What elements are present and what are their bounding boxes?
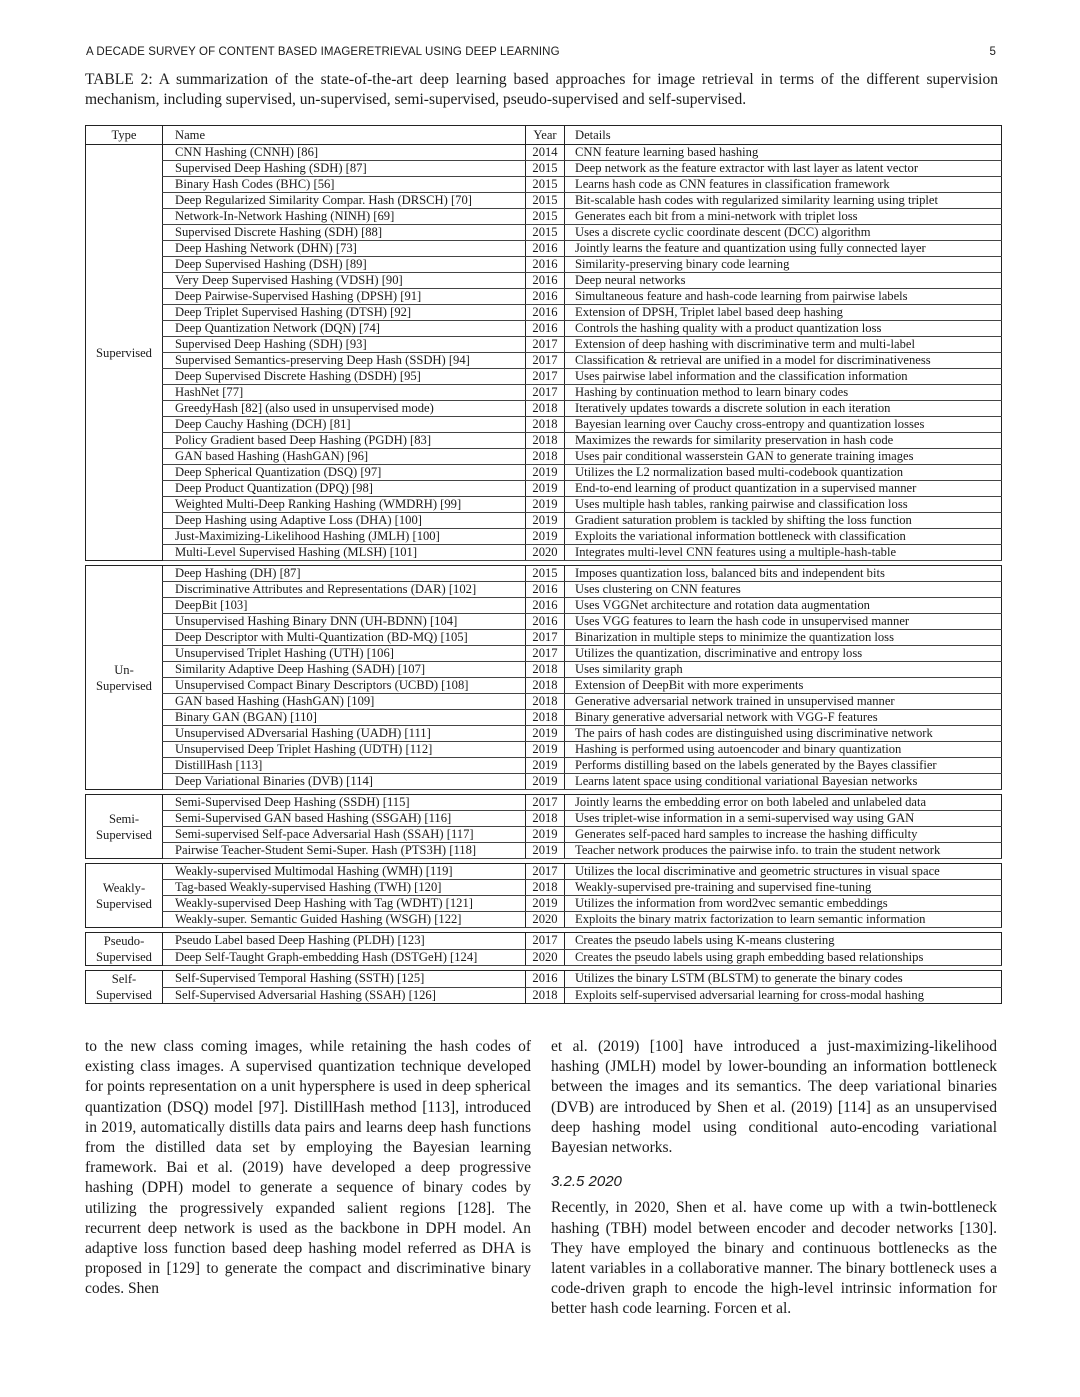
row-details: Exploits self-supervised adversarial learning for cross-modal hashing [565,987,1002,1004]
row-year: 2018 [526,433,565,449]
row-details: Binarization in multiple steps to minimize the quantization loss [565,630,1002,646]
row-details: Bayesian learning over Cauchy cross-entropy and quantization losses [565,417,1002,433]
row-year: 2015 [526,566,565,582]
table-row [86,193,1002,209]
row-name: GAN based Hashing (HashGAN) [96] [163,449,526,465]
group-type-line: Self- [111,972,137,986]
row-year: 2017 [526,630,565,646]
row-name: Deep Hashing using Adaptive Loss (DHA) [100] [163,513,526,529]
row-details: Uses VGGNet architecture and rotation data augmentation [565,598,1002,614]
row-details: Performs distilling based on the labels generated by the Bayes classifier [565,758,1002,774]
table-row [86,385,1002,401]
row-name: Semi-Supervised Deep Hashing (SSDH) [115] [163,795,526,811]
group-type-line: Semi- [108,811,140,826]
table-row [86,896,1002,912]
row-details: Utilizes the local discriminative and geometric structures in visual space [565,864,1002,880]
row-year: 2018 [526,678,565,694]
row-name: Very Deep Supervised Hashing (VDSH) [90] [163,273,526,289]
row-name: Deep Regularized Similarity Compar. Hash (DRSCH) [70] [163,193,526,209]
approaches-table [85,125,1002,1004]
row-details: Uses pairwise label information and the classification information [565,369,1002,385]
row-year: 2017 [526,864,565,880]
table-row [86,369,1002,385]
table-row [86,401,1002,417]
row-details: Hashing is performed using autoencoder and binary quantization [565,742,1002,758]
row-name: Just-Maximizing-Likelihood Hashing (JMLH) [100] [163,529,526,545]
table-row [86,353,1002,369]
row-name: Unsupervised Triplet Hashing (UTH) [106] [163,646,526,662]
row-name: Deep Supervised Hashing (DSH) [89] [163,257,526,273]
row-name: Binary Hash Codes (BHC) [56] [163,177,526,193]
row-year: 2016 [526,971,565,988]
row-year: 2020 [526,912,565,928]
row-name: Deep Variational Binaries (DVB) [114] [163,774,526,790]
table-row [86,545,1002,561]
row-details: Hashing by continuation method to learn binary codes [565,385,1002,401]
row-year: 2019 [526,726,565,742]
table-row [86,678,1002,694]
group-type-label [86,933,163,966]
row-year: 2019 [526,843,565,859]
row-name: Deep Quantization Network (DQN) [74] [163,321,526,337]
row-details: Uses pair conditional wasserstein GAN to generate training images [565,449,1002,465]
row-year: 2016 [526,582,565,598]
row-name: DeepBit [103] [163,598,526,614]
row-year: 2018 [526,417,565,433]
group-type-label [86,795,163,859]
group-semi-supervised [86,790,1002,859]
row-details: Jointly learns the embedding error on both labeled and unlabeled data [565,795,1002,811]
group-type-line: Un- [114,662,134,677]
row-details: CNN feature learning based hashing [565,145,1002,161]
group-self-supervised [86,966,1002,1004]
row-name: GAN based Hashing (HashGAN) [109] [163,694,526,710]
table-row [86,710,1002,726]
row-details: End-to-end learning of product quantization in a supervised manner [565,481,1002,497]
table-row [86,864,1002,880]
row-details: Uses triplet-wise information in a semi-supervised way using GAN [565,811,1002,827]
table-row [86,209,1002,225]
row-details: Integrates multi-level CNN features using a multiple-hash-table [565,545,1002,561]
group-weakly-supervised [86,859,1002,928]
table-row [86,177,1002,193]
table-row [86,465,1002,481]
row-name: Supervised Deep Hashing (SDH) [87] [163,161,526,177]
row-year: 2016 [526,321,565,337]
row-year: 2018 [526,880,565,896]
group-pseudo-supervised [86,928,1002,966]
row-year: 2016 [526,241,565,257]
row-name: Semi-supervised Self-pace Adversarial Hash (SSAH) [117] [163,827,526,843]
table-row [86,598,1002,614]
table-row [86,827,1002,843]
row-name: Deep Cauchy Hashing (DCH) [81] [163,417,526,433]
group-type-label [86,864,163,928]
row-year: 2014 [526,145,565,161]
section-heading: 3.2.5 2020 [551,1173,622,1191]
table-row [86,880,1002,896]
row-details: Deep network as the feature extractor with last layer as latent vector [565,161,1002,177]
row-details: Imposes quantization loss, balanced bits and independent bits [565,566,1002,582]
row-name: Unsupervised ADversarial Hashing (UADH) [111] [163,726,526,742]
row-name: Policy Gradient based Deep Hashing (PGDH) [83] [163,433,526,449]
group-supervised [86,145,1002,561]
row-year: 2015 [526,161,565,177]
table-caption: TABLE 2: A summarization of the state-of-the-art deep learning based approaches for image retrieval in terms of the different supervision mechanism, including supervised, un-supervised, semi-supervised, pseudo-supervised and self-supervised. [85,71,998,108]
row-details: Generative adversarial network trained in unsupervised manner [565,694,1002,710]
table-row [86,758,1002,774]
row-details: Uses a discrete cyclic coordinate descent (DCC) algorithm [565,225,1002,241]
row-name: Weakly-super. Semantic Guided Hashing (WSGH) [122] [163,912,526,928]
row-year: 2017 [526,353,565,369]
row-name: Deep Hashing (DH) [87] [163,566,526,582]
page-header [86,46,996,64]
row-details: Utilizes the information from word2vec semantic embeddings [565,896,1002,912]
group-type-line: Supervised [96,988,152,1002]
table-row [86,566,1002,582]
table-row [86,513,1002,529]
table-row [86,694,1002,710]
row-details: Controls the hashing quality with a product quantization loss [565,321,1002,337]
row-name: Deep Product Quantization (DPQ) [98] [163,481,526,497]
row-details: Generates self-paced hard samples to increase the hashing difficulty [565,827,1002,843]
row-details: Similarity-preserving binary code learning [565,257,1002,273]
table-row [86,726,1002,742]
row-details: Bit-scalable hash codes with regularized similarity learning using triplet [565,193,1002,209]
row-year: 2017 [526,646,565,662]
row-details: Uses clustering on CNN features [565,582,1002,598]
row-year: 2019 [526,529,565,545]
row-year: 2016 [526,289,565,305]
row-name: Weighted Multi-Deep Ranking Hashing (WMDRH) [99] [163,497,526,513]
table-row [86,811,1002,827]
row-details: Extension of deep hashing with discriminative term and multi-label [565,337,1002,353]
table-row [86,433,1002,449]
table-row [86,321,1002,337]
table-row [86,161,1002,177]
row-year: 2018 [526,987,565,1004]
row-year: 2019 [526,481,565,497]
row-year: 2018 [526,710,565,726]
row-details: Utilizes the L2 normalization based multi-codebook quantization [565,465,1002,481]
group-type-line: Weakly- [102,880,146,895]
row-details: Uses similarity graph [565,662,1002,678]
header-year: Year [526,126,565,145]
row-name: DistillHash [113] [163,758,526,774]
row-name: CNN Hashing (CNNH) [86] [163,145,526,161]
row-name: Unsupervised Deep Triplet Hashing (UDTH) [112] [163,742,526,758]
row-name: Tag-based Weakly-supervised Hashing (TWH) [120] [163,880,526,896]
group-type-label: Supervised [86,145,163,561]
row-name: GreedyHash [82] (also used in unsupervised mode) [163,401,526,417]
table-row [86,289,1002,305]
group-type-line: Pseudo- [103,934,145,948]
group-type-line: Supervised [96,827,152,842]
row-details: Utilizes the quantization, discriminative and entropy loss [565,646,1002,662]
row-name: Pairwise Teacher-Student Semi-Super. Hash (PTS3H) [118] [163,843,526,859]
row-details: Uses multiple hash tables, ranking pairwise and classification loss [565,497,1002,513]
body-column-left [85,1037,531,1300]
row-year: 2018 [526,662,565,678]
page-number: 5 [989,46,996,58]
running-title: A DECADE SURVEY OF CONTENT BASED IMAGERETRIEVAL USING DEEP LEARNING [86,46,560,58]
row-name: HashNet [77] [163,385,526,401]
row-details: Creates the pseudo labels using K-means clustering [565,933,1002,950]
table-row [86,305,1002,321]
row-name: Deep Self-Taught Graph-embedding Hash (DSTGeH) [124] [163,949,526,966]
row-name: Semi-Supervised GAN based Hashing (SSGAH) [116] [163,811,526,827]
row-details: Generates each bit from a mini-network with triplet loss [565,209,1002,225]
table-row [86,529,1002,545]
table-row [86,912,1002,928]
row-year: 2017 [526,795,565,811]
row-details: Extension of DPSH, Triplet label based deep hashing [565,305,1002,321]
row-year: 2015 [526,177,565,193]
row-year: 2016 [526,614,565,630]
row-name: Deep Supervised Discrete Hashing (DSDH) [95] [163,369,526,385]
row-year: 2018 [526,449,565,465]
row-name: Network-In-Network Hashing (NINH) [69] [163,209,526,225]
row-year: 2019 [526,497,565,513]
row-name: Supervised Semantics-preserving Deep Hash (SSDH) [94] [163,353,526,369]
group-un-supervised [86,561,1002,790]
row-year: 2017 [526,369,565,385]
table-row [86,225,1002,241]
row-name: Weakly-supervised Multimodal Hashing (WMH) [119] [163,864,526,880]
row-details: Classification & retrieval are unified in a model for discriminativeness [565,353,1002,369]
table-row [86,971,1002,988]
row-year: 2020 [526,949,565,966]
row-details: Extension of DeepBit with more experiments [565,678,1002,694]
row-details: Teacher network produces the pairwise info. to train the student network [565,843,1002,859]
header-name: Name [163,126,526,145]
row-year: 2019 [526,513,565,529]
row-name: Self-Supervised Temporal Hashing (SSTH) [125] [163,971,526,988]
row-details: Uses VGG features to learn the hash code in unsupervised manner [565,614,1002,630]
row-details: Binary generative adversarial network with VGG-F features [565,710,1002,726]
row-details: Learns latent space using conditional variational Bayesian networks [565,774,1002,790]
row-name: Self-Supervised Adversarial Hashing (SSAH) [126] [163,987,526,1004]
table-row [86,417,1002,433]
table-row [86,257,1002,273]
row-details: Deep neural networks [565,273,1002,289]
row-name: Supervised Discrete Hashing (SDH) [88] [163,225,526,241]
row-year: 2015 [526,225,565,241]
row-year: 2018 [526,811,565,827]
table-row [86,646,1002,662]
table-row [86,742,1002,758]
table-row [86,843,1002,859]
row-year: 2015 [526,193,565,209]
row-details: The pairs of hash codes are distinguished using discriminative network [565,726,1002,742]
table-row [86,481,1002,497]
row-name: Similarity Adaptive Deep Hashing (SADH) [107] [163,662,526,678]
table-row [86,582,1002,598]
row-year: 2018 [526,694,565,710]
row-year: 2019 [526,465,565,481]
row-name: Unsupervised Hashing Binary DNN (UH-BDNN) [104] [163,614,526,630]
row-name: Binary GAN (BGAN) [110] [163,710,526,726]
table-row [86,774,1002,790]
group-type-label [86,566,163,790]
row-name: Deep Spherical Quantization (DSQ) [97] [163,465,526,481]
row-name: Supervised Deep Hashing (SDH) [93] [163,337,526,353]
table-row [86,614,1002,630]
body-column-right [551,1037,997,1320]
row-name: Pseudo Label based Deep Hashing (PLDH) [123] [163,933,526,950]
table-header-row [86,126,1002,145]
row-details: Creates the pseudo labels using graph embedding based relationships [565,949,1002,966]
row-name: Deep Hashing Network (DHN) [73] [163,241,526,257]
row-name: Deep Descriptor with Multi-Quantization (BD-MQ) [105] [163,630,526,646]
row-year: 2019 [526,896,565,912]
group-type-line: Supervised [96,896,152,911]
right-paragraph-2: Recently, in 2020, Shen et al. have come up with a twin-bottleneck hashing (TBH) model between encoder and decoder networks [130]. They have employed the binary and continuous bottlenecks as the latent variables in a collaborative manner. The binary bottleneck uses a code-driven graph to encode the high-level intrinsic information for better hash code learning. Forcen et al. [551,1199,997,1318]
table-row [86,987,1002,1004]
row-details: Simultaneous feature and hash-code learning from pairwise labels [565,289,1002,305]
row-year: 2017 [526,385,565,401]
table-row [86,497,1002,513]
table-row [86,662,1002,678]
row-year: 2015 [526,209,565,225]
group-type-line: Supervised [96,678,152,693]
row-year: 2019 [526,742,565,758]
row-name: Discriminative Attributes and Representations (DAR) [102] [163,582,526,598]
row-details: Jointly learns the feature and quantization using fully connected layer [565,241,1002,257]
row-year: 2017 [526,337,565,353]
row-year: 2016 [526,257,565,273]
row-details: Utilizes the binary LSTM (BLSTM) to generate the binary codes [565,971,1002,988]
table-row [86,273,1002,289]
table-row [86,449,1002,465]
table-row [86,630,1002,646]
table-row [86,949,1002,966]
group-type-line: Supervised [96,950,152,964]
row-name: Unsupervised Compact Binary Descriptors (UCBD) [108] [163,678,526,694]
row-year: 2019 [526,774,565,790]
row-name: Weakly-supervised Deep Hashing with Tag (WDHT) [121] [163,896,526,912]
row-details: Exploits the variational information bottleneck with classification [565,529,1002,545]
table-row [86,933,1002,950]
row-details: Maximizes the rewards for similarity preservation in hash code [565,433,1002,449]
row-name: Deep Triplet Supervised Hashing (DTSH) [92] [163,305,526,321]
row-year: 2019 [526,758,565,774]
table-row [86,145,1002,161]
group-type-label [86,971,163,1004]
table-row [86,795,1002,811]
row-year: 2016 [526,305,565,321]
row-name: Deep Pairwise-Supervised Hashing (DPSH) [91] [163,289,526,305]
row-year: 2018 [526,401,565,417]
row-year: 2020 [526,545,565,561]
row-details: Learns hash code as CNN features in classification framework [565,177,1002,193]
table-row [86,337,1002,353]
right-paragraph-1: et al. (2019) [100] have introduced a just-maximizing-likelihood hashing (JMLH) model by lower-bounding an information bottleneck between the images and its semantics. The deep variational binaries (DVB) are introduced by Shen et al. (2019) [114] as an unsupervised deep hashing model using conditional auto-encoding variational Bayesian networks. [551,1038,997,1157]
left-paragraph: to the new class coming images, while retaining the hash codes of existing class images. A supervised quantization technique developed for points representation on a unit hypersphere is used in deep spherical quantization (DSQ) model [97]. DistillHash method [113], introduced in 2019, automatically distills data pairs and learns deep hash functions from the distilled data set by employing the Bayesian learning framework. Bai et al. (2019) have developed a deep progressive hashing (DPH) model to generate a sequence of binary codes by utilizing the progressively expanded salient regions [128]. The recurrent deep network is used as the backbone in DPH model. An adaptive loss function based deep hashing model referred as DHA is proposed in [129] to generate the compact and discriminative binary codes. Shen [85,1038,531,1298]
row-year: 2016 [526,273,565,289]
row-details: Iteratively updates towards a discrete solution in each iteration [565,401,1002,417]
row-name: Multi-Level Supervised Hashing (MLSH) [101] [163,545,526,561]
row-year: 2017 [526,933,565,950]
row-year: 2016 [526,598,565,614]
row-details: Weakly-supervised pre-training and supervised fine-tuning [565,880,1002,896]
row-details: Gradient saturation problem is tackled by shifting the loss function [565,513,1002,529]
row-year: 2019 [526,827,565,843]
row-details: Exploits the binary matrix factorization to learn semantic information [565,912,1002,928]
header-details: Details [565,126,1002,145]
table-row [86,241,1002,257]
header-type: Type [86,126,163,145]
